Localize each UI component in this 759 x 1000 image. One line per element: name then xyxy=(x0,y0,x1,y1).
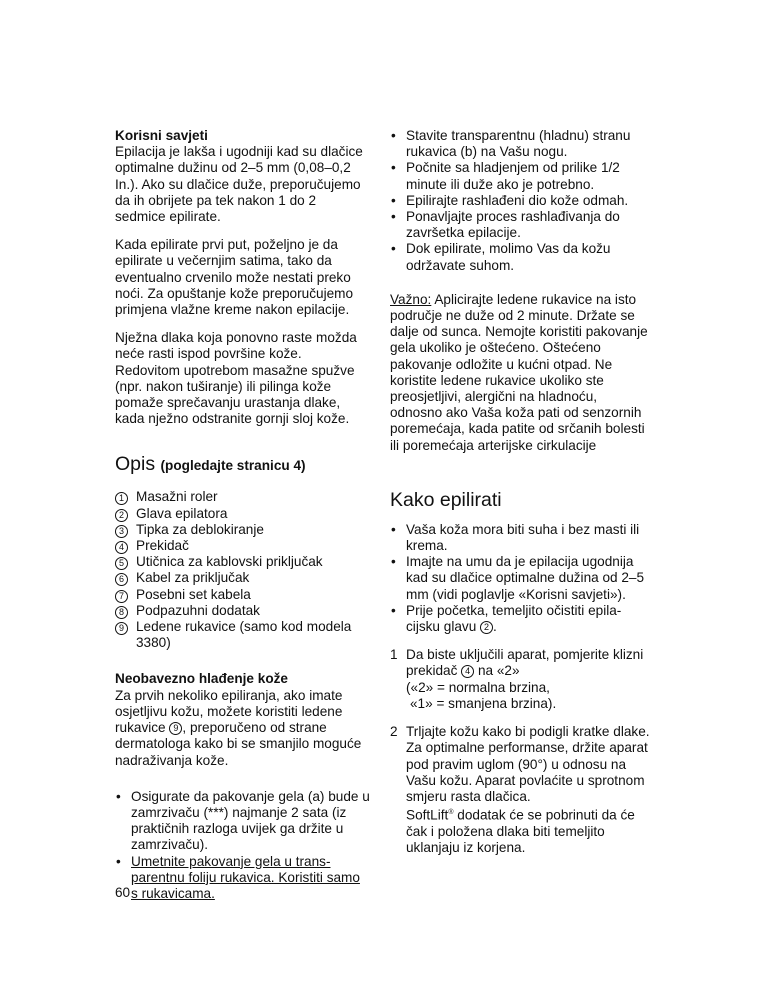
list-item xyxy=(115,570,370,586)
step-2 xyxy=(390,724,650,856)
step-number: 2 xyxy=(390,724,398,740)
step-text: na «2» xyxy=(474,663,520,679)
number-circle: 1 xyxy=(115,492,128,505)
list-item: • Ponavljajte proces rashlađivanja do završetka epilacije. xyxy=(390,209,650,241)
parts-list xyxy=(115,489,370,651)
step-1-line-c: («2» = normalna brzina, xyxy=(406,679,550,695)
bullet-text-a: Prije početka, temeljito očistiti epila-cijsku glavu xyxy=(406,602,622,635)
list-item: • Umetnite pakovanje gela u trans-parentnu foliju rukavica. Koristiti samo s rukavicama. xyxy=(115,854,370,903)
how-to-heading: Kako epilirati xyxy=(390,488,502,511)
number-circle: 3 xyxy=(115,525,128,538)
step-number: 1 xyxy=(390,647,398,663)
tips-paragraph-1: Epilacija je lakša i ugodniji kad su dlačice optimalne dužinu od 2–5 mm (0,08–0,2 In.). Ako su dlačice duže, preporučujemo da ih obrijete pa tek nakon 1 do 2 sedmice epilirate. xyxy=(115,144,363,225)
list-item xyxy=(115,538,370,554)
step-1-line-d: «1» = smanjena brzina). xyxy=(410,695,557,711)
part-label: Posebni set kabela xyxy=(136,586,251,602)
list-item: • Epilirajte rashlađeni dio kože odmah. xyxy=(390,193,650,209)
part-label: Glava epilatora xyxy=(136,505,228,521)
cooling-text-b: , preporučeno od strane dermatologa kako bi se smanjilo moguće nadraživanja kože. xyxy=(115,720,362,768)
brand-name: SoftLift xyxy=(406,807,449,823)
part-label: Masažni roler xyxy=(136,489,218,505)
tips-paragraph-3: Nježna dlaka koja ponovno raste možda neće rasti ispod površine kože. Redovitom upotrebom masažne spužve (npr. nakon tuširanje) ili pilinga kože pomaže sprečavanju urastanja dlake, kada nježno odstranite gornji sloj kože. xyxy=(115,330,357,427)
left-column xyxy=(115,128,370,902)
description-subtitle: (pogledajte stranicu 4) xyxy=(160,458,306,474)
tips-heading: Korisni savjeti xyxy=(115,128,208,143)
description-title: Opis xyxy=(115,453,156,476)
number-circle: 8 xyxy=(115,606,128,619)
list-item: • Dok epilirate, molimo Vas da kožu održavate suhom. xyxy=(390,241,650,273)
number-circle: 2 xyxy=(115,509,128,522)
list-item xyxy=(115,554,370,570)
page-number: 60 xyxy=(115,885,131,900)
step-text: Da biste uključili aparat, pomjerite klizni prekidač xyxy=(406,647,644,679)
part-label: Kabel za priključak xyxy=(136,570,250,586)
list-item: • Vaša koža mora biti suha i bez masti ili krema. xyxy=(390,522,650,554)
step-2-line-a: Trljajte kožu kako bi podigli kratke dlake. xyxy=(406,724,650,740)
how-to-bullets xyxy=(390,522,650,635)
list-item: • Imajte na umu da je epilacija ugodnija kad su dlačice optimalne dužina od 2–5 mm (vidi poglavlje «Korisni savjeti»). xyxy=(390,554,650,603)
tips-paragraph-2: Kada epilirate prvi put, poželjno je da epilirate u večernjim satima, tako da eventualno crvenilo može nestati preko noći. Za opuštanje kože preporučujemo primjena vlažne kreme nakon epilacije. xyxy=(115,237,354,318)
important-label: Važno: xyxy=(390,291,432,307)
list-item xyxy=(115,489,370,505)
step-text: dodatak će se pobrinuti da će čak i položena dlaka biti temeljito uklanjaju iz korjena. xyxy=(406,807,635,856)
number-circle: 2 xyxy=(480,621,493,634)
number-circle: 6 xyxy=(115,573,128,586)
bullet-text-b: . xyxy=(493,619,497,635)
description-heading xyxy=(115,452,370,478)
list-item xyxy=(390,603,650,635)
cooling-bullets xyxy=(115,789,370,902)
list-item xyxy=(115,506,370,522)
important-text: Aplicirajte ledene rukavice na isto područje ne duže od 2 minute. Držate se dalje od sunca. Nemojte koristiti pakovanje gela ukoliko je oštećeno. Oštećeno pakovanje odložite u kućni otpad. Ne koristite ledene rukavice ukoliko ste preosjetljivi, alergični na hladnoću, odnosno ako Vaša koža pati od senzornih poremećaja, kada patite od srčanih bolesti ili poremećaja arterijske cirkulacije xyxy=(390,291,648,453)
cooling-paragraph xyxy=(115,688,370,769)
number-circle: 9 xyxy=(115,622,128,635)
cooling-text-a: Za prvih nekoliko epiliranja, ako imate osjetljivu kožu, možete koristiti ledene rukavice xyxy=(115,687,343,736)
list-item xyxy=(115,522,370,538)
cooling-steps-list xyxy=(390,128,650,274)
number-circle: 7 xyxy=(115,590,128,603)
right-column xyxy=(390,128,650,856)
registered-mark: ® xyxy=(448,809,454,817)
important-paragraph xyxy=(390,292,650,454)
part-label: Ledene rukavice (samo kod modela 3380) xyxy=(136,619,352,651)
part-label: Prekidač xyxy=(136,538,189,554)
list-item xyxy=(115,603,370,619)
number-circle: 4 xyxy=(461,665,474,678)
number-circle: 5 xyxy=(115,557,128,570)
part-label: Podpazuhni dodatak xyxy=(136,602,260,618)
part-label: Utičnica za kablovski priključak xyxy=(136,554,323,570)
step-1 xyxy=(390,647,650,712)
step-2-line-c xyxy=(406,805,650,856)
list-item: • Stavite transparentnu (hladnu) stranu rukavica (b) na Vašu nogu. xyxy=(390,128,650,160)
step-1-line-a xyxy=(406,647,650,679)
step-2-line-b: Za optimalne performanse, držite aparat pod pravim uglom (90°) u odnosu na Vašu kožu. Aparat povlaćite u sprotnom smjeru rasta dlačica. xyxy=(406,740,648,804)
part-label: Tipka za deblokiranje xyxy=(136,521,264,537)
number-circle: 9 xyxy=(169,722,182,735)
list-item xyxy=(115,619,370,651)
list-item: • Osigurate da pakovanje gela (a) bude u zamrzivaču (***) najmanje 2 sata (iz praktičnih razloga uvijek ga držite u zamrzivaču). xyxy=(115,789,370,854)
cooling-heading: Neobavezno hlađenje kože xyxy=(115,671,288,687)
list-item xyxy=(115,587,370,603)
number-circle: 4 xyxy=(115,541,128,554)
list-item: • Počnite sa hladjenjem od prilike 1/2 minute ili duže ako je potrebno. xyxy=(390,160,650,192)
steps xyxy=(390,647,650,856)
